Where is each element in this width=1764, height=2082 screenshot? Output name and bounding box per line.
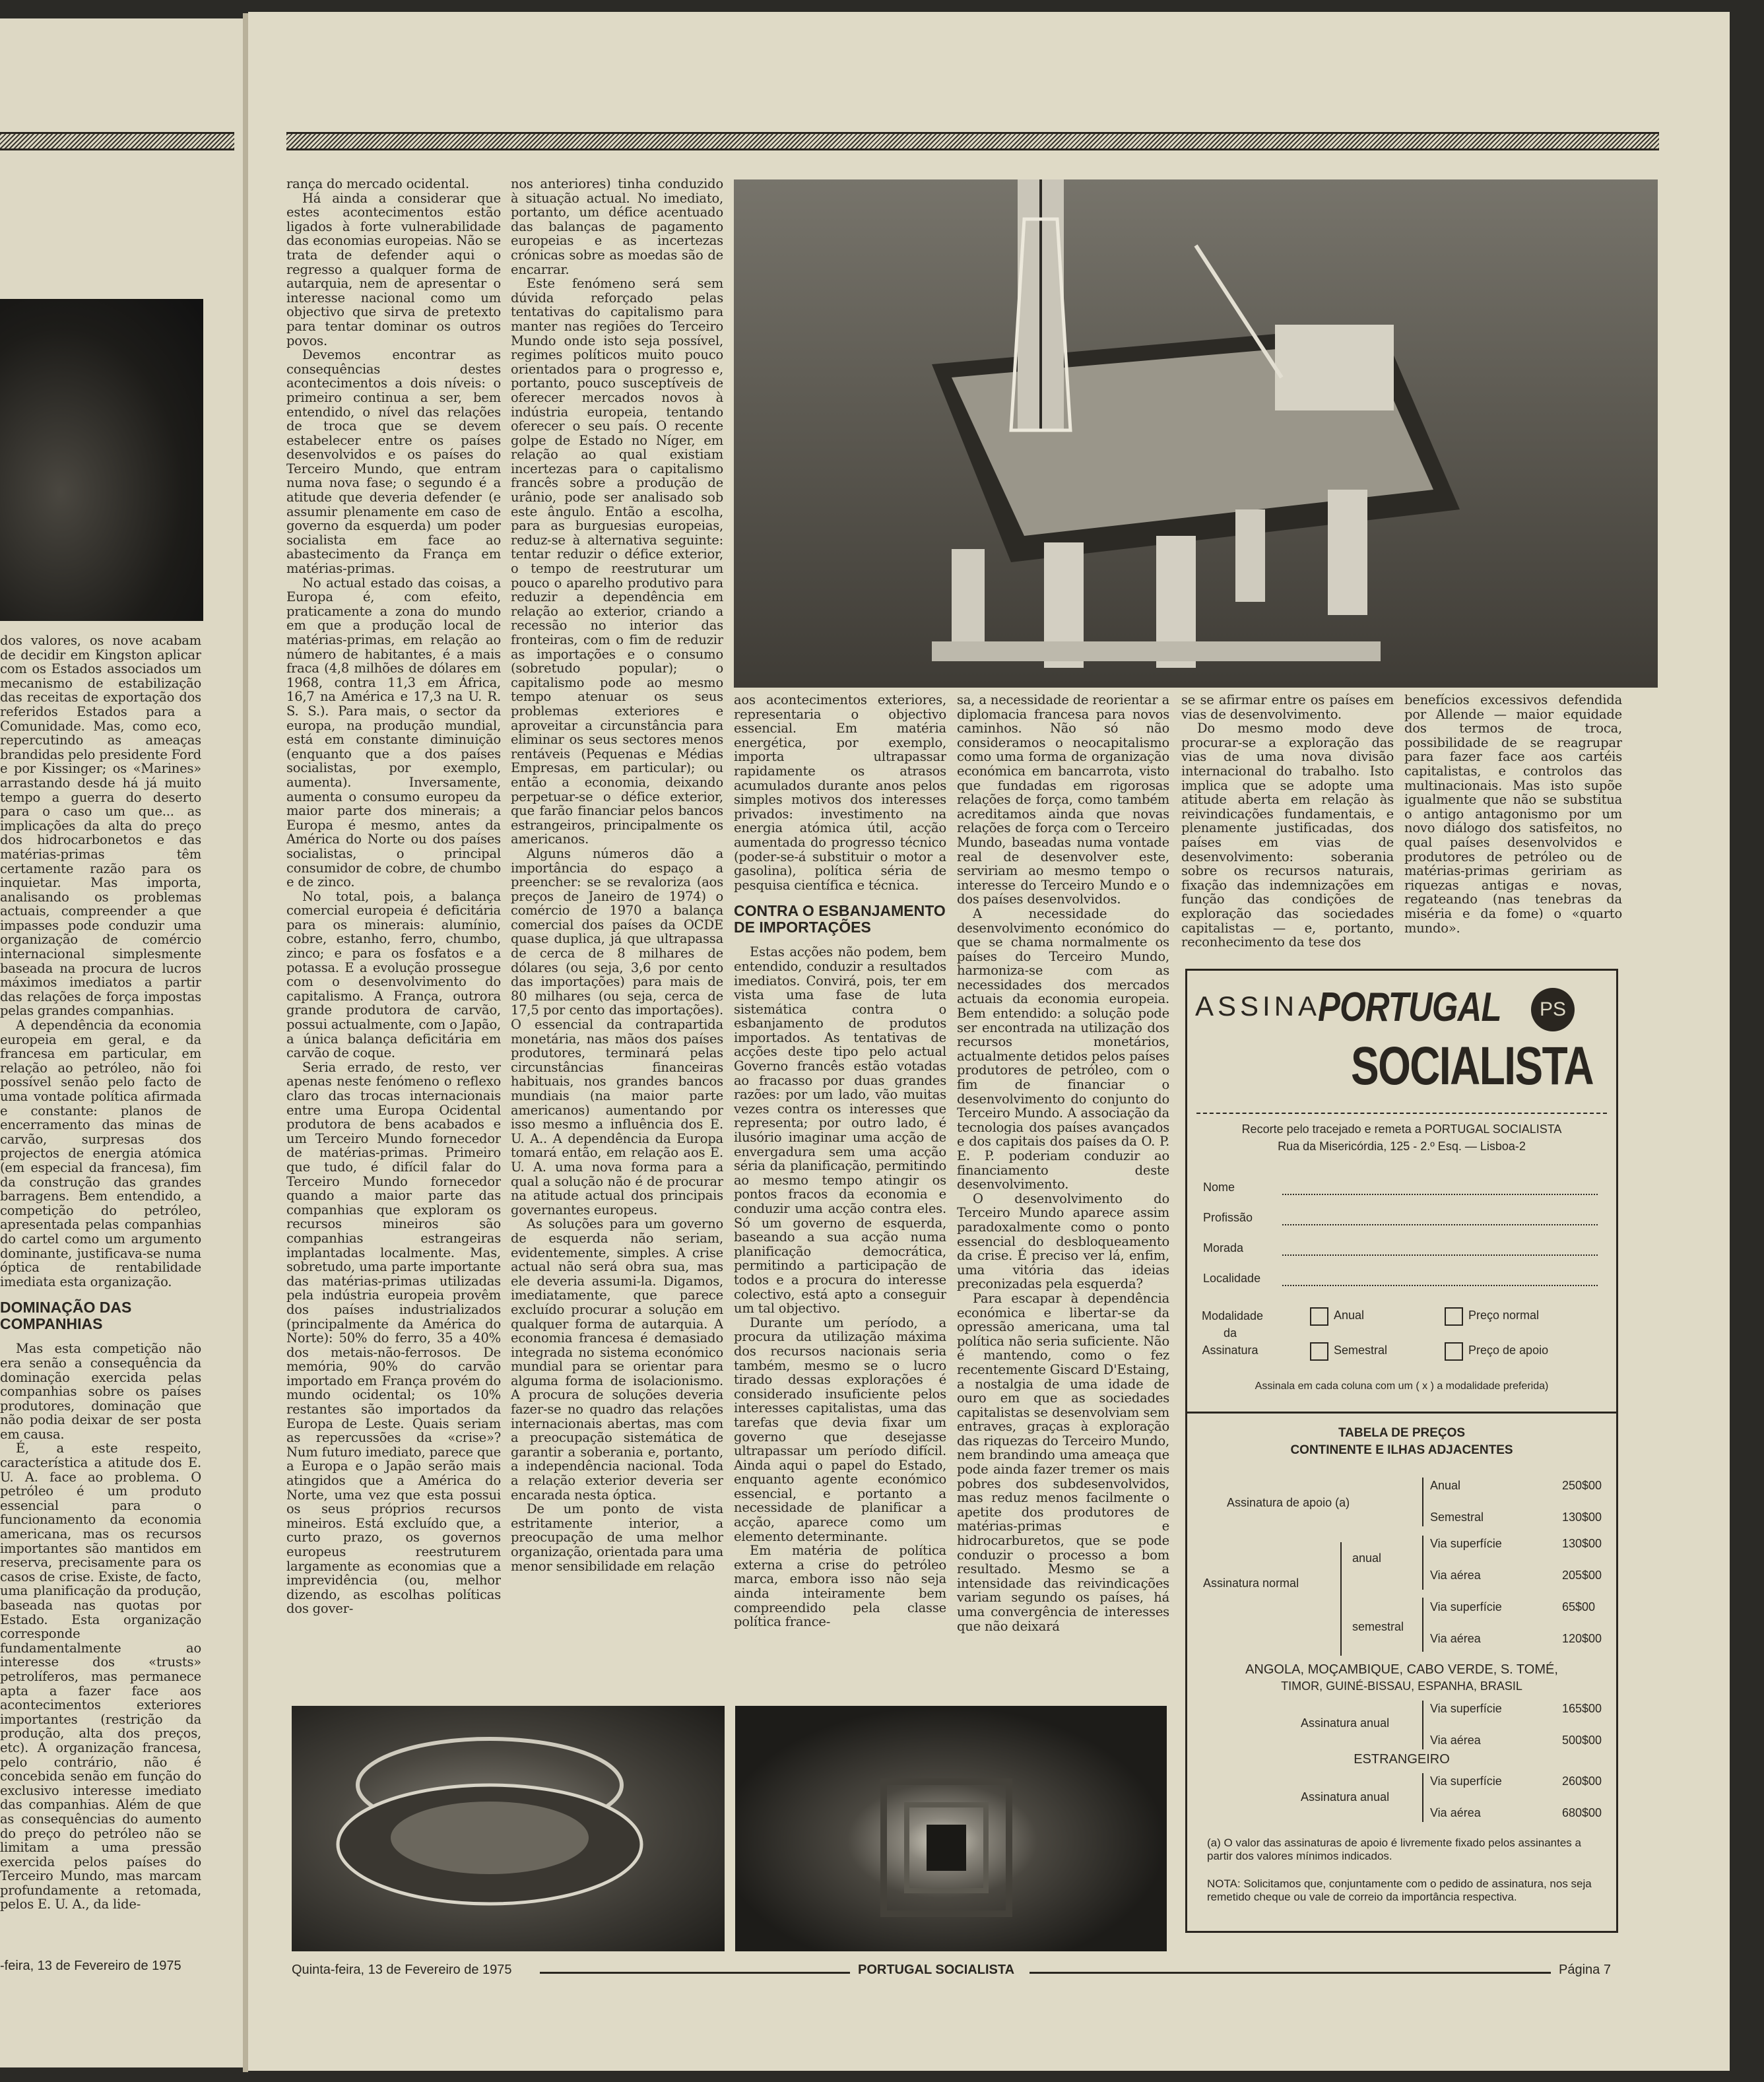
col2-p4: As soluções para um governo de esquerda não seriam, evidentemente, simples. A crise actual não será obra sua, mas ele deveria assumi-la. Digamos, imediatamente, que parece excluído procurar a solução em qualquer forma de autarquia. A economia francesa é demasiado integrada no sistema económico mundial para se orientar para alguma forma de isolacionismo. A procura de soluções deveria fazer-se no quadro das relações internacionais abertas, mas com a preocupação sistemática de garantir a soberania e, portanto, a independência nacional. Toda a relação exterior deveria ser encarada nesta óptica. [511, 1216, 723, 1503]
price-table-subtitle: CONTINENTE E ILHAS ADJACENTES [1290, 1443, 1513, 1457]
col3-p2: Estas acções não podem, bem entendido, conduzir a resultados imediatos. Convirá, pois, ter em vista uma fase de luta sistemática contra o esbanjamento de produtos importados. As tentativas de acções deste tipo pelo actual Governo francês estão votadas ao fracasso por duas grandes razões: por um lado, vão muitas vezes contra os interesses que representa; por outro lado, é ilusório imaginar uma acção de envergadura sem uma acção séria da planificação, permitindo ao mesmo tempo atingir os pontos fracos da economia e conduzir uma acção contra eles. Só um governo de esquerda, baseando a sua acção numa planificação democrática, permitindo a participação de todos e a procura do interesse colectivo, está apto a conseguir um tal objectivo. [734, 944, 946, 1317]
apoio-semestral: Semestral [1430, 1511, 1484, 1524]
footer-page-number: Página 7 [1559, 1963, 1611, 1977]
col2-p3: Alguns números dão a importância do espaço a preencher: se se revaloriza (aos preços de Janeiro de 1974) o comércio de 1970 a balança comercial dos países da OCDE quase duplica, já que ultrapassa de cerca de 8 milhares de dólares (ou seja, 3,6 por cento das importações) para mais de 80 milhares (ou seja, cerca de 17,5 por cento das importações). O essencial da contrapartida monetária, nas mãos dos países produtores, terminará pelas circunstâncias financeiras habituais, nos grandes bancos mundiais (na maior parte americanos) aumentando por isso mesmo a influência dos E. U. A.. A dependência da Europa tomará então, em relação aos E. U. A. uma nova forma para a qual a solução não é de procurar na atitude actual dos principais governantes europeus. [511, 845, 723, 1218]
page-gutter [243, 13, 248, 2072]
right-page [248, 12, 1730, 2071]
col3-p4: Em matéria de política externa a crise do petróleo marca, embora isso não seja ainda inteiramente bem compreendido pela classe política france- [734, 1543, 946, 1630]
col6-p1: benefícios excessivos defendida por Allende — maior equidade dos termos de troca, possibilidade de se reagrupar para fazer face aos cartéis capitalistas, e controlos das multinacionais. Mas isto supõe igualmente que não se substitua o antigo antagonismo por um novo diálogo dos satisfeitos, no qual países desenvolvidos e produtores de petróleo ou de matérias-primas geririam as riquezas antigas e novas, regateando (nas tenebras da miséria e da fome) o «quarto mundo». [1404, 693, 1622, 936]
field-morada-line[interactable] [1282, 1254, 1598, 1256]
normal-sem-aerea: Via aérea [1430, 1632, 1481, 1645]
apoio-anual-price: 250$00 [1562, 1479, 1602, 1492]
apoio-label: Assinatura de apoio (a) [1227, 1496, 1350, 1509]
field-localidade[interactable] [1203, 1272, 1598, 1289]
left-photo [0, 299, 203, 621]
col4-p1: sa, a necessidade de reorientar a diplomacia francesa para novos caminhos. Não só não consideramos o neocapitalismo como uma forma de organização económica em bancarrota, visto que fundadas em rigorosas relações de força, como também acreditamos ainda que novas relações de força com o Terceiro Mundo, baseadas numa vontade real de desenvolver este, serviriam ao mesmo tempo o interesse do Terceiro Mundo e o dos países desenvolvidos. [957, 693, 1169, 907]
field-profissao-line[interactable] [1282, 1224, 1598, 1225]
africa-title: ANGOLA, MOÇAMBIQUE, CABO VERDE, S. TOMÉ, [1245, 1662, 1558, 1677]
col3-p3: Durante um período, a procura da utilização máxima dos recursos nacionais seria também, mesmo se o lucro tirado dessas explorações é considerado insuficiente pelos interesses capitalistas, uma das tarefas que devia fixar um governo que desejasse ultrapassar um período difícil. Ainda aqui o papel do Estado, enquanto agente económico essencial, e portanto a necessidade de planificar a acção, aparece como um elemento determinante. [734, 1315, 946, 1544]
field-localidade-label: Localidade [1203, 1272, 1261, 1285]
left-text-1: dos valores, os nove acabam de decidir em Kingston aplicar com os Estados associados um mecanismo de estabilização das receitas de exportação dos referidos Estados para a Comunidade. Mas, como eco, repercutindo as ameaças brandidas pelo presidente Ford e por Kissinger; os «Marines» arrastando desde há já muito tempo a guerra do deserto para o caso um que... as implicações da alta do preço dos hidrocarbonetos e das matérias-primas têm certamente razão para os inquietar. Mas importa, analisando os problemas actuais, compreender a que impasses pode conduzir uma organização de comércio internacional simplesmente baseada na procura de lucros máximos imediatos a partir das relações de força impostas pelas grandes companhias. [0, 634, 201, 1019]
left-text-4: É, a este respeito, característica a atitude dos E. U. A. face ao problema. O petróleo é um produto essencial para o funcionamento da economia americana, mas os recursos importantes são mantidos em reserva, precisamente para os casos de crise. Existe, de facto, uma planificação da produção, baseada nas quotas por Estado. Esta organização corresponde fundamentalmente ao interesse dos «trusts» petrolíferos, mas permanece apta a fazer face aos acontecimentos exteriores importantes (restrição da produção, alta dos preços, etc). A organização francesa, pelo contrário, não é concebida senão em função do exclusivo interesse imediato das companhias. Além de que as consequências do aumento do preço do petróleo não se limitam a uma pressão exercida pelos países do Terceiro Mundo, mas marcam profundamente a retomada, pelos E. U. A., da lide- [0, 1441, 201, 1912]
col1-p1: rança do mercado ocidental. [286, 177, 469, 191]
option-anual: Anual [1334, 1309, 1365, 1322]
checkbox-semestral[interactable] [1310, 1342, 1328, 1361]
field-nome-label: Nome [1203, 1181, 1235, 1194]
estrangeiro-brace [1422, 1773, 1423, 1822]
footer-date: Quinta-feira, 13 de Fevereiro de 1975 [292, 1963, 512, 1977]
col3-heading: CONTRA O ESBANJAMENTO DE IMPORTAÇÕES [734, 902, 946, 936]
normal-anual-aerea-price: 205$00 [1562, 1569, 1602, 1582]
industrial-photo [292, 1706, 725, 1951]
col1-p2: Há ainda a considerar que estes acontecimentos estão ligados à forte vulnerabilidade das economias europeias. Não se trata de defender aqui o regresso a qualquer forma de autarquia, nem de apresentar o interesse nacional como um objectivo que sirva de pretexto para tentar dominar os outros povos. [286, 190, 501, 348]
col2-p5: De um ponto de vista estritamente interior, a preocupação de uma melhor organização, orientada para uma menor sensibilidade em relação [511, 1501, 723, 1574]
modalidade-label: Modalidade da Assinatura [1202, 1309, 1264, 1357]
price-table-title: TABELA DE PREÇOS [1338, 1426, 1466, 1440]
col1-p6: Seria errado, de resto, ver apenas neste fenómeno o reflexo claro das trocas internacionais entre uma Europa Ocidental produtora de bens acabados e um Terceiro Mundo fornecedor de matérias-primas. Primeiro que tudo, é difícil falar do Terceiro Mundo fornecedor quando a maior parte das companhias que exploram os recursos mineiros são companhias estrangeiras implantadas localmente. Mas, sobretudo, uma parte importante das matérias-primas utilizadas pela indústria europeia provêm dos países industrializados (principalmente da América do Norte): 50% do ferro, 35 a 40% dos metais-não-ferrosos. De memória, 90% do carvão importado em França provém do mundo ocidental; os 10% restantes são importados da Europa de Leste. Quais seriam as repercussões da «crise»? Num futuro imediato, parece que a Europa e o Japão serão mais atingidos que a América do Norte, uma vez que esta possui os seus próprios recursos mineiros. Está excluído que, a curto prazo, os governos europeus reestruturem largamente as economias que a imprevidência (ou, melhor dizendo, as escolhas políticas dos gover- [286, 1059, 501, 1617]
logo-socialista: SOCIALISTA [1351, 1036, 1593, 1096]
estr-aerea: Via aérea [1430, 1806, 1481, 1819]
oil-rig-drawing [734, 179, 1658, 688]
normal-anual-sup: Via superfície [1430, 1537, 1502, 1550]
article-column-2 [511, 177, 723, 1912]
col4-p4: Para escapar à dependência económica e libertar-se da opressão americana, uma tal política não seria suficiente. Não é mantendo, como o fez recentemente Giscard D'Estaing, a nostalgia de uma idade de ouro em que as sociedades capitalistas se desenvolviam sem entraves, graças à exploração das riquezas do Terceiro Mundo, nem brandindo uma ameaça que pode ainda fazer tremer os mais pobres dos subdesenvolvidos, mas reduz menos facilmente o apetite dos produtores de matérias-primas e hidrocarburetos, que se pode conduzir o processo a bom resultado. Mesmo se a intensidade das reivindicações variam segundo os países, há uma convergência de interesses que não deixará [957, 1290, 1169, 1634]
cut-line-2 [1187, 1412, 1616, 1414]
col5-p2: Do mesmo modo deve procurar-se a exploração das vias de uma nova divisão internacional do trabalho. Isto implica que se adopte uma atitude aberta em relação às reivindicações fundamentais, e plenamente justificadas, dos países em vias de desenvolvimento: soberania sobre os recursos naturais, fixação das indemnizações em função das condições de exploração das sociedades capitalistas — e, portanto, reconhecimento da tese dos [1181, 721, 1394, 950]
tunnel-drawing [735, 1706, 1167, 1951]
left-heading: DOMINAÇÃO DAS COMPANHIAS [0, 1299, 132, 1333]
normal-anual-label: anual [1352, 1551, 1382, 1565]
field-nome[interactable] [1203, 1181, 1598, 1198]
right-header-rule [286, 132, 1659, 150]
africa-aerea: Via aérea [1430, 1734, 1481, 1747]
normal-anual-aerea: Via aérea [1430, 1569, 1481, 1582]
checkbox-anual[interactable] [1310, 1307, 1328, 1326]
subscription-assina: ASSINA [1195, 991, 1321, 1022]
apoio-anual: Anual [1430, 1479, 1461, 1492]
col2-p2: Este fenómeno será sem dúvida reforçado pelas tentativas do capitalismo para manter nas regiões do Terceiro Mundo onde isto seja possível, regimes políticos muito pouco orientados para o progresso e, portanto, pouco susceptíveis de oferecer mercados novos à indústria europeia, tentando oferecer o seu país. O recente golpe de Estado no Níger, em relação ao qual existiam incertezas para o capitalismo francês sobre a produção de urânio, pode ser analisado sob este ângulo. Então a escolha, para as burguesias europeias, reduz-se à alternativa seguinte: tentar reduzir o défice exterior, o tempo de reestruturar um pouco o aparelho produtivo para reduzir a dependência em relação ao exterior, criando a recessão no interior das fronteiras, com o fim de reduzir as importações e o consumo (sobretudo popular); o capitalismo pode ao mesmo tempo atenuar os seus problemas exteriores e aproveitar a circunstância para eliminar os seus sectores menos rentáveis (Pequenas e Médias Empresas, em particular); ou então a economia, deixando perpetuar-se o défice exterior, que farão financiar pelos bancos estrangeiros, principalmente os americanos. [511, 276, 723, 847]
normal-anual-brace [1422, 1536, 1423, 1590]
africa-title-2: TIMOR, GUINÉ-BISSAU, ESPANHA, BRASIL [1281, 1679, 1522, 1693]
checkbox-preco-normal[interactable] [1445, 1307, 1463, 1326]
col5-p1: se se afirmar entre os países em vias de desenvolvimento. [1181, 693, 1394, 722]
footer-paper-name: PORTUGAL SOCIALISTA [858, 1963, 1015, 1977]
party-emblem-icon: PS [1531, 988, 1575, 1031]
normal-semestral-label: semestral [1352, 1620, 1404, 1633]
option-note: Assinala em cada coluna com um ( x ) a modalidade preferida) [1255, 1381, 1549, 1392]
mine-tunnel-photo [735, 1706, 1167, 1951]
field-morada[interactable] [1203, 1241, 1598, 1258]
normal-sem-sup-price: 65$00 [1562, 1600, 1596, 1613]
article-column-1 [286, 177, 501, 1912]
africa-brace [1422, 1701, 1423, 1749]
estr-sup-price: 260$00 [1562, 1774, 1602, 1788]
normal-brace [1340, 1542, 1342, 1656]
oil-rig-photo [734, 179, 1658, 688]
note-apoio: (a) O valor das assinaturas de apoio é livremente fixado pelos assinantes a partir dos valores mínimos indicados. [1207, 1837, 1581, 1862]
option-preco-apoio: Preço de apoio [1468, 1344, 1549, 1357]
article-column-5 [1181, 693, 1394, 954]
africa-label: Assinatura anual [1301, 1716, 1390, 1730]
subscription-address: Rua da Misericórdia, 125 - 2.º Esq. — Lisboa-2 [1278, 1140, 1526, 1153]
left-column [0, 634, 201, 1973]
left-header-rule [0, 132, 234, 150]
normal-sem-aerea-price: 120$00 [1562, 1632, 1602, 1645]
right-edge [1730, 0, 1764, 2082]
industrial-drawing [292, 1706, 725, 1951]
estr-sup: Via superfície [1430, 1774, 1502, 1788]
normal-sem-sup: Via superfície [1430, 1600, 1502, 1613]
normal-anual-sup-price: 130$00 [1562, 1537, 1602, 1550]
footer-rule-left [540, 1972, 850, 1974]
cut-line [1196, 1113, 1607, 1114]
normal-label: Assinatura normal [1203, 1577, 1299, 1590]
col2-p1: nos anteriores) tinha conduzido à situação actual. No imediato, portanto, um défice acentuado das balanças de pagamento europeias e as incertezas crónicas sobre as moedas são de encarrar. [511, 177, 723, 277]
africa-aerea-price: 500$00 [1562, 1734, 1602, 1747]
checkbox-preco-apoio[interactable] [1445, 1342, 1463, 1361]
col4-p3: O desenvolvimento do Terceiro Mundo aparece assim paradoxalmente como o ponto essencial do desbloqueamento da crise. É preciso ver lá, enfim, uma vitória das ideias preconizadas pela esquerda? [957, 1190, 1169, 1292]
left-page [0, 18, 243, 2067]
field-morada-label: Morada [1203, 1241, 1244, 1254]
col4-p2: A necessidade do desenvolvimento económico do que se chama normalmente os países do Terceiro Mundo, harmoniza-se com as necessidades dos mercados actuais da economia europeia. Bem entendido: a solução pode ser encontrada na utilização dos recursos monetários, actualmente detidos pelos países produtores de petróleo, com o fim de financiar o desenvolvimento do conjunto do Terceiro Mundo. A associação da tecnologia dos países avançados e dos capitais dos países da O. P. E. P. poderiam conduzir ao financiamento deste desenvolvimento. [957, 905, 1169, 1192]
field-nome-line[interactable] [1282, 1194, 1598, 1195]
col1-p4: No actual estado das coisas, a Europa é, com efeito, praticamente a zona do mundo em que a produção local de matérias-primas, em relação ao número de habitantes, é a mais fraca (4,8 milhões de dólares em 1968, contra 11,3 em África, 16,7 na América e 17,3 na U. R. S. S.). Para mais, o sector da europa, na produção mundial, está em constante diminuição (enquanto que a dos países socialistas, por exemplo, aumenta). Inversamente, aumenta o consumo europeu da maior parte dos minerais; a Europa é mesmo, antes da América do Norte ou dos países socialistas, o principal consumidor de cobre, de chumbo e de zinco. [286, 575, 501, 890]
field-profissao-label: Profissão [1203, 1211, 1253, 1224]
article-column-6 [1404, 693, 1622, 954]
logo-portugal: PORTUGAL [1318, 985, 1501, 1030]
col1-p5: No total, pois, a balança comercial europeia é deficitária para os minerais: alumínio, cobre, estanho, ferro, chumbo, zinco; e para os fosfatos e a potassa. E a evolução prossegue com o desenvolvimento do capitalismo. A França, outrora grande produtora de carvão, possui actualmente, com o Japão, a única balança deficitária em carvão de coque. [286, 888, 501, 1061]
estr-aerea-price: 680$00 [1562, 1806, 1602, 1819]
africa-sup: Via superfície [1430, 1702, 1502, 1715]
left-footer-date: -feira, 13 de Fevereiro de 1975 [0, 1959, 181, 1973]
left-text-2: A dependência da economia europeia em geral, e da francesa em particular, em relação ao petróleo, não foi possível senão pelo facto de uma vontade política afirmada e constante: planos de encerramento das minas de carvão, surpresas dos projectos de energia atómica (em especial da francesa), fim da construção das grandes barragens. Bem entendido, a competição do petróleo, apresentada pelas companhias do cartel como um argumento dominante, justificava-se numa óptica de rentabilidade imediata esta organização. [0, 1018, 201, 1289]
subscription-box [1185, 969, 1618, 1933]
option-semestral: Semestral [1334, 1344, 1388, 1357]
col3-p1: aos acontecimentos exteriores, representaria o objectivo essencial. Em matéria energética, por exemplo, importa ultrapassar rapidamente os atrasos acumulados durante anos pelos simples motivos dos interesses privados: investimento na energia atómica útil, acção aumentada do progresso técnico (poder-se-á substituir o motor a gasolina), política séria de pesquisa científica e técnica. [734, 693, 946, 893]
apoio-semestral-price: 130$00 [1562, 1511, 1602, 1524]
field-localidade-line[interactable] [1282, 1285, 1598, 1286]
normal-semestral-brace [1422, 1598, 1423, 1652]
subscription-instruction: Recorte pelo tracejado e remeta a PORTUGAL SOCIALISTA [1241, 1122, 1562, 1136]
apoio-brace [1422, 1478, 1423, 1526]
left-text-3: Mas esta competição não era senão a consequência da dominação exercida pelas companhias sobre os países produtores, dominação que não podia deixar de ser posta em causa. [0, 1341, 201, 1442]
estrangeiro-title: ESTRANGEIRO [1354, 1752, 1450, 1767]
col1-p3: Devemos encontrar as consequências destes acontecimentos a dois níveis: o primeiro continua a ser, bem entendido, o nível das relações de troca que se devem estabelecer entre os países desenvolvidos e os países do Terceiro Mundo, que entram numa nova fase; o segundo é a atitude que deveria defender (e assumir plenamente em caso de governo da esquerda) um poder socialista em face ao abastecimento da França em matérias-primas. [286, 347, 501, 577]
field-profissao[interactable] [1203, 1211, 1598, 1228]
note-nota: NOTA: Solicitamos que, conjuntamente com o pedido de assinatura, nos seja remetido cheque ou vale de correio da importância respectiva. [1207, 1877, 1592, 1903]
option-preco-normal: Preço normal [1468, 1309, 1540, 1322]
africa-sup-price: 165$00 [1562, 1702, 1602, 1715]
estrangeiro-label: Assinatura anual [1301, 1790, 1390, 1804]
footer-rule-right [1029, 1972, 1551, 1974]
